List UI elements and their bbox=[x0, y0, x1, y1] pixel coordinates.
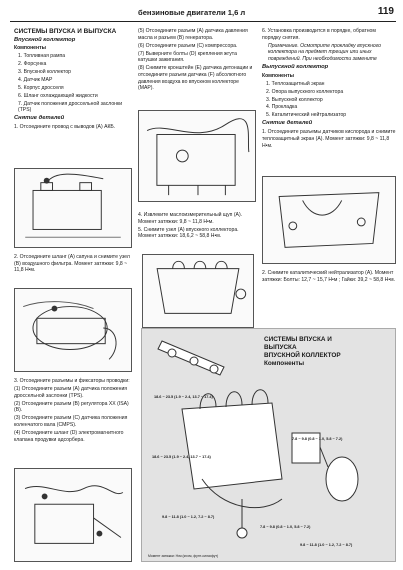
heat-shield-illustration bbox=[263, 177, 395, 263]
component-item: 4. Прокладка bbox=[266, 104, 298, 111]
right-column bbox=[262, 28, 396, 150]
removal-heading: Снятие деталей bbox=[14, 115, 65, 122]
component-item: 6. Шланг охлаждающей жидкости bbox=[18, 92, 98, 99]
left-step3-block bbox=[14, 378, 132, 444]
middle-p1: (5) Отсоедините разъем (А) датчика давления масла и разъем (В) генератора. bbox=[138, 28, 248, 41]
middle-p4: (8) Снимите кронштейн (Е) датчика детонации и отсоедините разъем датчика (F) абсолютного давления воздуха во впускном коллекторе (МАР). bbox=[138, 65, 253, 92]
step-4: 4. Извлеките маслоизмерительный щуп (А). Момент затяжки: 9,8 ~ 11,8 Н•м. bbox=[138, 212, 243, 225]
connectors-illustration bbox=[15, 469, 131, 561]
component-item: 2. Форсунка bbox=[18, 61, 47, 68]
diagram-title bbox=[264, 336, 341, 368]
diagram-title-line: ВПУСКНОЙ КОЛЛЕКТОР bbox=[264, 352, 341, 359]
middle-column bbox=[138, 28, 256, 93]
torque-label: 18.6 ~ 23.5 (1.9 ~ 2.4, 13.7 ~ 17.4) bbox=[154, 395, 213, 399]
air-filter-figure bbox=[14, 288, 132, 372]
diagram-title-line: Компоненты bbox=[264, 360, 305, 367]
page-number: 119 bbox=[377, 6, 394, 17]
battery-illustration bbox=[15, 169, 131, 247]
running-title: бензиновые двигатели 1,6 л bbox=[138, 8, 246, 17]
step-3-sub: (2) Отсоедините разъем (В) регулятора ХХ (ISA) (В). bbox=[14, 400, 129, 414]
torque-label: 9.8 ~ 11.8 (1.0 ~ 1.2, 7.2 ~ 8.7) bbox=[300, 543, 353, 547]
exhaust-components-heading: Компоненты bbox=[262, 72, 294, 79]
step-6: 6. Установка производится в порядке, обратном порядку снятия. bbox=[262, 28, 376, 41]
manifold-illustration bbox=[143, 255, 253, 327]
gasket-note: Примечание. Осмотрите прокладку впускного коллектора на предмет трещин или иных повреждений. При необходимости замените bbox=[268, 42, 381, 63]
battery-figure bbox=[14, 168, 132, 248]
component-item: 2. Опора выпускного коллектора bbox=[266, 88, 344, 95]
section-title: СИСТЕМЫ ВПУСКА И ВЫПУСКА bbox=[14, 28, 117, 35]
middle-steps-block bbox=[138, 212, 256, 241]
left-step2-block bbox=[14, 254, 132, 275]
component-item: 5. Каталитический нейтрализатор bbox=[266, 112, 347, 119]
torque-label: 18.6 ~ 23.5 (1.9 ~ 2.4, 13.7 ~ 17.4) bbox=[152, 455, 211, 459]
manifold-figure bbox=[142, 254, 254, 328]
left-column bbox=[14, 28, 132, 132]
middle-p3: (7) Выверните болты (D) крепления жгута катушки зажигания. bbox=[138, 50, 237, 64]
component-item: 4. Датчик МАР bbox=[18, 77, 53, 83]
component-item: 5. Корпус дросселя bbox=[18, 84, 64, 91]
exhaust-step-1: 1. Отсоедините разъемы датчиков кислорода и снимите теплозащитный экран (А). Момент затяжки: 9,8 ~ 11,8 Н•м. bbox=[262, 129, 396, 149]
step-3-sub: (4) Отсоедините шланг (D) электромагнитного клапана продувки адсорбера. bbox=[14, 429, 124, 443]
step-3-sub: (1) Отсоедините разъем (А) датчика положения дроссельной заслонки (TPS). bbox=[14, 385, 128, 399]
torque-label: 7.8 ~ 9.8 (0.8 ~ 1.0, 5.8 ~ 7.2) bbox=[260, 525, 311, 529]
air-filter-illustration bbox=[15, 289, 131, 371]
component-item: 7. Датчик положения дроссельной заслонки (TPS) bbox=[18, 100, 123, 114]
step-3: 3. Отсоедините разъемы и фиксаторы проводки: bbox=[14, 378, 130, 384]
components-heading: Компоненты bbox=[14, 45, 46, 52]
step-2: 2. Отсоедините шланг (А) сапуна и снимите узел (В) воздушного фильтра. Момент затяжки: 9,8 ~ 11,8 Н•м. bbox=[14, 254, 130, 274]
torque-label: 9.8 ~ 11.8 (1.0 ~ 1.2, 7.2 ~ 8.7) bbox=[162, 515, 215, 519]
exhaust-step-2: 2. Снимите каталитический нейтрализатор (А). Момент затяжки: Болты: 12,7 ~ 15,7 Н•м ; Гайки: 39,2 ~ 58,8 Н•м. bbox=[262, 270, 396, 283]
exhaust-manifold-subtitle: Выпускной коллектор bbox=[262, 63, 329, 70]
component-item: 3. Выпускной коллектор bbox=[266, 96, 323, 103]
page-header bbox=[10, 6, 396, 22]
step-5: 5. Снимите узел (А) впускного коллектора. Момент затяжки: 18,6,2 ~ 58,8 Н•м. bbox=[138, 226, 239, 240]
intake-manifold-subtitle: Впускной коллектор bbox=[14, 36, 76, 43]
component-item: 1. Топливная рампа bbox=[18, 53, 66, 60]
middle-p2: (6) Отсоедините разъем (С) компрессора. bbox=[138, 42, 238, 49]
engine-wiring-figure bbox=[138, 110, 256, 202]
engine-wiring-illustration bbox=[139, 111, 255, 201]
component-item: 1. Теплозащитный экран bbox=[266, 80, 325, 87]
torque-label: 7.8 ~ 9.8 (0.8 ~ 1.0, 5.8 ~ 7.2) bbox=[292, 437, 343, 441]
diagram-title-line: СИСТЕМЫ ВПУСКА И bbox=[264, 336, 332, 343]
diagram-caption: Момент затяжки: Н•м (кгс•м, фунт-сила•фут) bbox=[148, 554, 219, 558]
diagram-title-line: ВЫПУСКА bbox=[264, 344, 297, 351]
exhaust-removal-heading: Снятие деталей bbox=[262, 120, 313, 127]
components-list bbox=[18, 53, 132, 114]
connectors-figure bbox=[14, 468, 132, 562]
right-step2-block bbox=[262, 270, 396, 285]
heat-shield-figure bbox=[262, 176, 396, 264]
exhaust-components-list bbox=[266, 81, 396, 119]
step-3-sub: (3) Отсоедините разъем (С) датчика положения коленчатого вала (CMPS). bbox=[14, 415, 128, 428]
component-item: 3. Впускной коллектор bbox=[18, 69, 72, 76]
step-1: 1. Отсоедините провод с выводов (А) АКБ. bbox=[14, 124, 116, 131]
